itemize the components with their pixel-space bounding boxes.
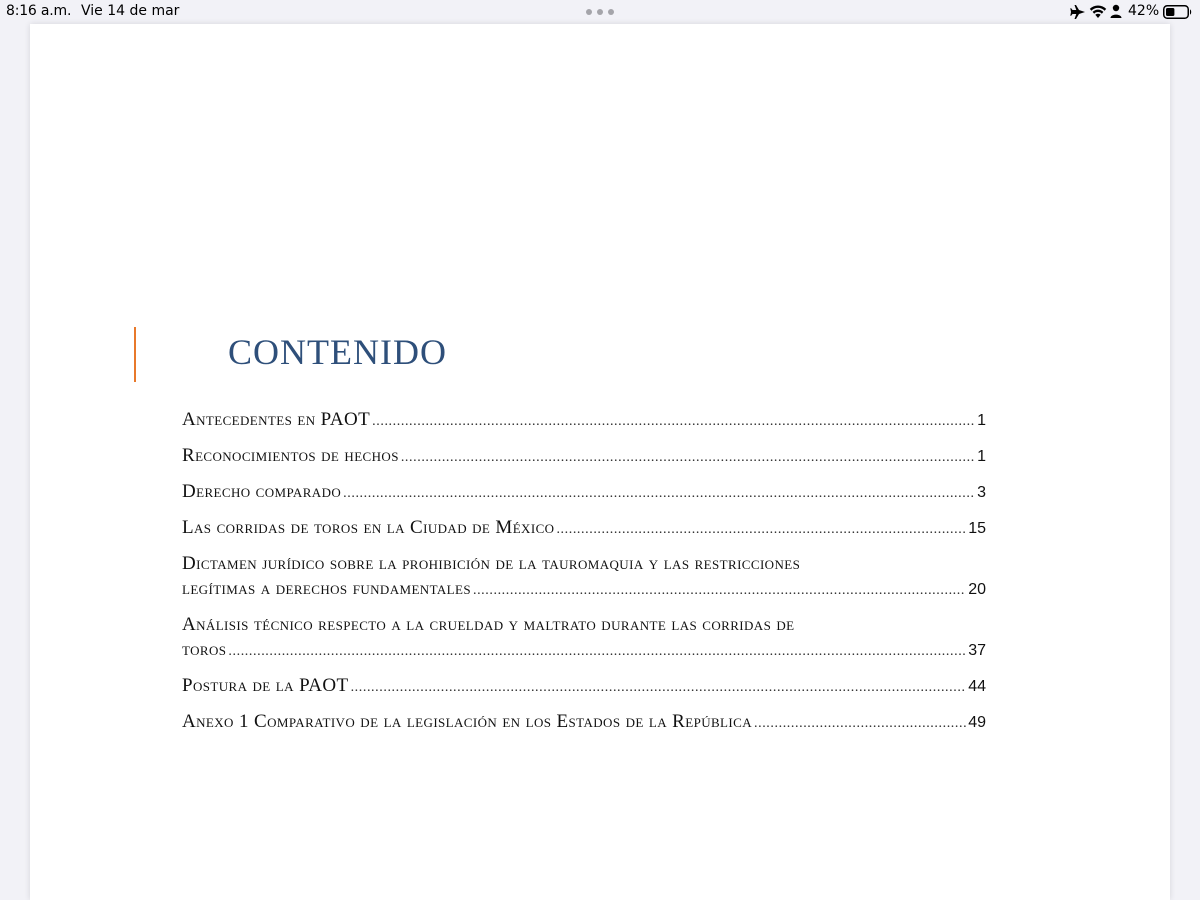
status-date: Vie 14 de mar bbox=[81, 3, 180, 19]
multitasking-dots-icon[interactable] bbox=[586, 9, 614, 15]
toc-entry-title: Las corridas de toros en la Ciudad de México bbox=[182, 517, 555, 538]
status-time: 8:16 a.m. bbox=[6, 3, 72, 19]
toc-entry-title: Análisis técnico respecto a la crueldad y maltrato durante las corridas de bbox=[182, 614, 795, 635]
toc-page-number: 15 bbox=[968, 520, 986, 537]
toc-entry[interactable] bbox=[182, 612, 986, 664]
dot-leader bbox=[473, 578, 966, 603]
wifi-icon bbox=[1089, 4, 1107, 19]
table-of-contents bbox=[182, 407, 986, 745]
dot-leader bbox=[351, 675, 967, 700]
dot-leader bbox=[401, 445, 975, 470]
dot-leader bbox=[343, 481, 975, 506]
toc-entry[interactable] bbox=[182, 673, 986, 700]
toc-entry-title: Anexo 1 Comparativo de la legislación en los Estados de la República bbox=[182, 711, 752, 732]
toc-entry-title-continued: toros bbox=[182, 639, 227, 660]
battery-percent: 42% bbox=[1128, 3, 1160, 19]
title-accent-bar bbox=[134, 327, 136, 382]
airplane-icon bbox=[1070, 4, 1086, 20]
dot-leader bbox=[556, 517, 966, 542]
toc-entry[interactable] bbox=[182, 479, 986, 506]
toc-entry-title: Antecedentes en PAOT bbox=[182, 409, 371, 430]
toc-entry-title: Dictamen jurídico sobre la prohibición de la tauromaquia y las restricciones bbox=[182, 553, 801, 574]
toc-entry[interactable] bbox=[182, 551, 986, 603]
toc-entry[interactable] bbox=[182, 407, 986, 434]
toc-entry-title: Reconocimientos de hechos bbox=[182, 445, 399, 466]
toc-page-number: 44 bbox=[968, 678, 986, 695]
dot-leader bbox=[754, 711, 966, 736]
toc-page-number: 37 bbox=[968, 642, 986, 659]
toc-entry-title: Postura de la PAOT bbox=[182, 675, 349, 696]
toc-title: CONTENIDO bbox=[228, 332, 447, 372]
person-icon bbox=[1110, 4, 1122, 19]
toc-page-number: 1 bbox=[977, 448, 986, 465]
status-bar bbox=[0, 0, 1200, 24]
toc-entry-title: Derecho comparado bbox=[182, 481, 342, 502]
toc-page-number: 49 bbox=[968, 714, 986, 731]
toc-entry[interactable] bbox=[182, 709, 986, 736]
toc-page-number: 1 bbox=[977, 412, 986, 429]
document-page[interactable] bbox=[30, 24, 1170, 900]
dot-leader bbox=[372, 409, 975, 434]
toc-entry[interactable] bbox=[182, 443, 986, 470]
toc-page-number: 3 bbox=[977, 484, 986, 501]
toc-page-number: 20 bbox=[968, 581, 986, 598]
toc-entry-title-continued: legítimas a derechos fundamentales bbox=[182, 578, 471, 599]
dot-leader bbox=[228, 639, 966, 664]
battery-icon bbox=[1163, 5, 1193, 19]
toc-entry[interactable] bbox=[182, 515, 986, 542]
